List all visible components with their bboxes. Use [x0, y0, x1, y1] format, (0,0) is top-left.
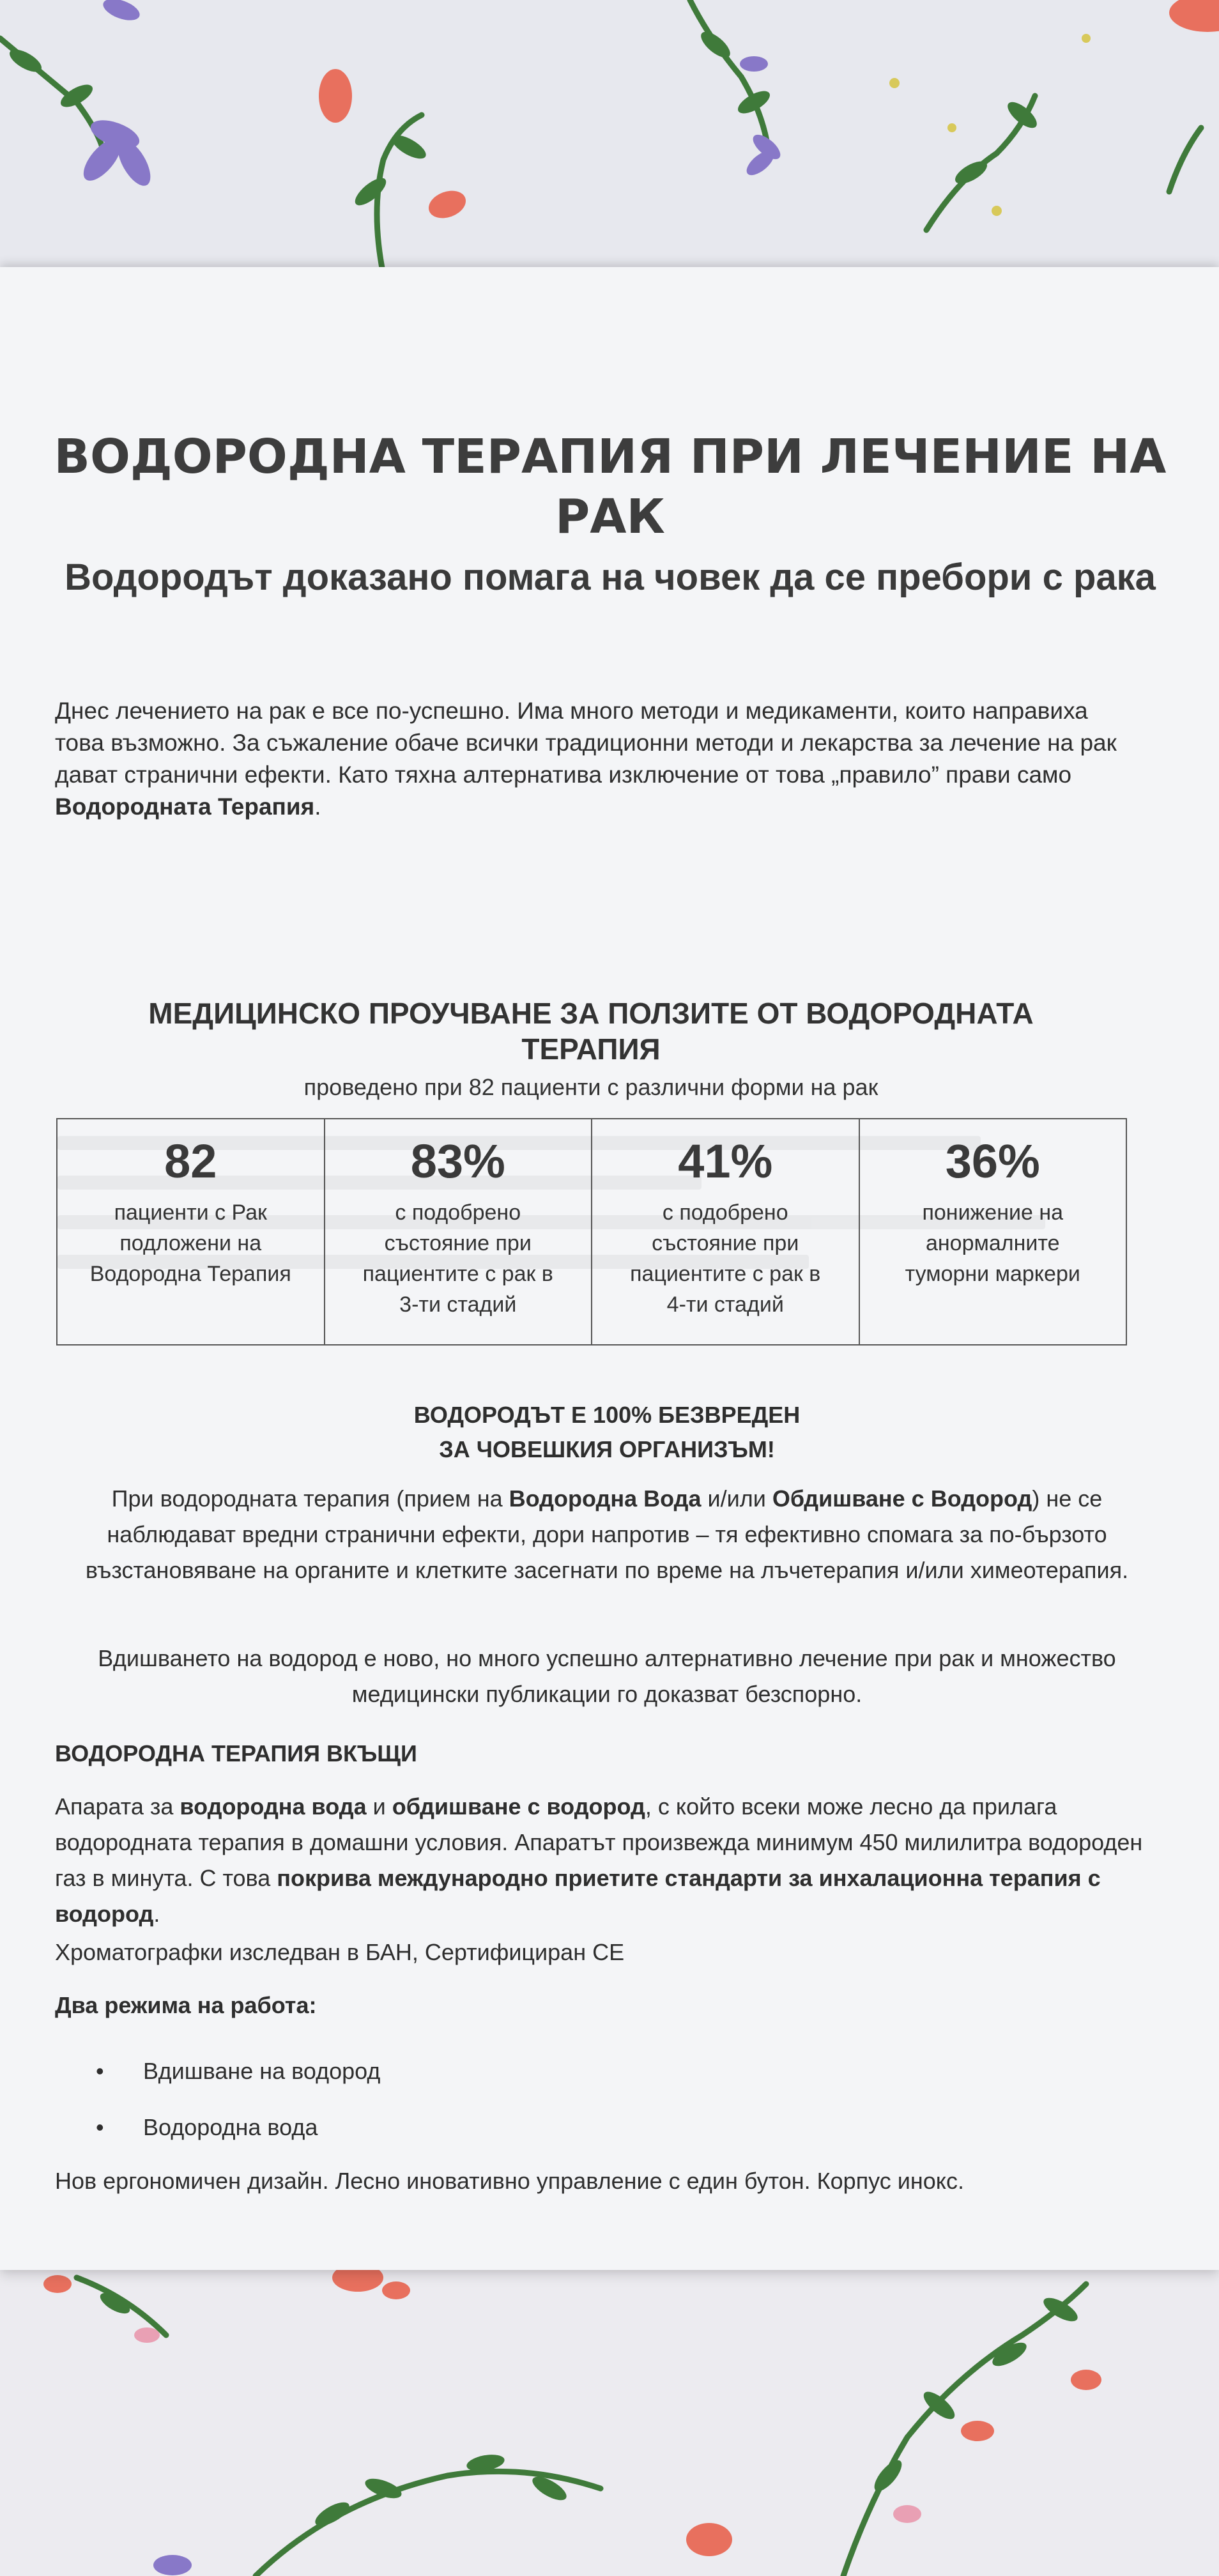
document-subtitle: Водородът доказано помага на човек да се пребори с рака: [65, 556, 1156, 598]
stat-value: 41%: [678, 1135, 773, 1188]
inhalation-paragraph: Вдишването на водород е ново, но много успешно алтернативно лечение при рак и множество медицински публикации го доказват безспорно.: [98, 1645, 1116, 1707]
stat-cell: [57, 1119, 325, 1344]
safety-paragraph: При водородната терапия (прием на Водородна Вода и/или Обдишване с Водород) не се наблюдават вредни странични ефекти, дори напротив – тя ефективно спомага за по-бързото възстановяване на органите и клетките засегнати по време на лъчетерапия и/или химеотерапия.: [85, 1485, 1129, 1583]
stat-description: пациенти с Рак подложени на Водородна Терапия: [89, 1200, 291, 1286]
closing-text: Нов ергономичен дизайн. Лесно иновативно управление с един бутон. Корпус инокс.: [55, 2168, 964, 2194]
stat-cell: [592, 1119, 860, 1344]
stat-value: 83%: [410, 1135, 505, 1188]
stat-cell: [325, 1119, 593, 1344]
modes-heading: Два режима на работа:: [55, 1992, 317, 2018]
document-title: ВОДОРОДНА ТЕРАПИЯ ПРИ ЛЕЧЕНИЕ НА РАК: [54, 429, 1167, 544]
tablecloth-bottom: [0, 2258, 1219, 2576]
device-paragraph: Апарата за водородна вода и обдишване с водород, с който всеки може лесно да прилага водородната терапия в домашни условия. Апаратът произвежда минимум 450 милилитра водороден газ в минута. С това покрива международно приетите стандарти за инхалационна терапия с водород.: [55, 1793, 1143, 1927]
intro-paragraph: Днес лечението на рак е все по-успешно. Има много методи и медикаменти, които направиха това възможно. За съжаление обаче всички традиционни методи и лекарства за лечение на рак дават странични ефекти. Като тяхна алтернатива изключение от това „правило” прави само Водородната Терапия.: [55, 698, 1117, 820]
study-title: МЕДИЦИНСКО ПРОУЧВАНЕ ЗА ПОЛЗИТЕ ОТ ВОДОРОДНАТА ТЕРАПИЯ: [148, 997, 1034, 1066]
safety-heading: ВОДОРОДЪТ Е 100% БЕЗВРЕДЕН ЗА ЧОВЕШКИЯ ОРГАНИЗЪМ!: [413, 1402, 801, 1462]
stat-cell: [860, 1119, 1126, 1344]
list-item: • Вдишване на водород: [96, 2043, 380, 2099]
stat-description: с подобрено състояние при пациентите с рак в 4-ти стадий: [630, 1200, 821, 1317]
modes-list: [96, 2043, 380, 2156]
list-item: • Водородна вода: [96, 2099, 380, 2156]
certification-text: Хроматографки изследван в БАН, Сертифициран CE: [55, 1939, 625, 1965]
stat-value: 36%: [945, 1135, 1040, 1188]
stat-value: 82: [164, 1135, 217, 1188]
stats-table: [56, 1118, 1127, 1346]
home-therapy-heading: ВОДОРОДНА ТЕРАПИЯ ВКЪЩИ: [55, 1740, 417, 1767]
study-subtitle: проведено при 82 пациенти с различни форми на рак: [303, 1074, 878, 1100]
intro-bold-term: Водородната Терапия: [55, 793, 315, 820]
tablecloth-top: [0, 0, 1219, 275]
stat-description: понижение на анормалните туморни маркери: [905, 1200, 1080, 1286]
stat-description: с подобрено състояние при пациентите с рак в 3-ти стадий: [362, 1200, 553, 1317]
flyer-sheet: [0, 267, 1219, 2270]
